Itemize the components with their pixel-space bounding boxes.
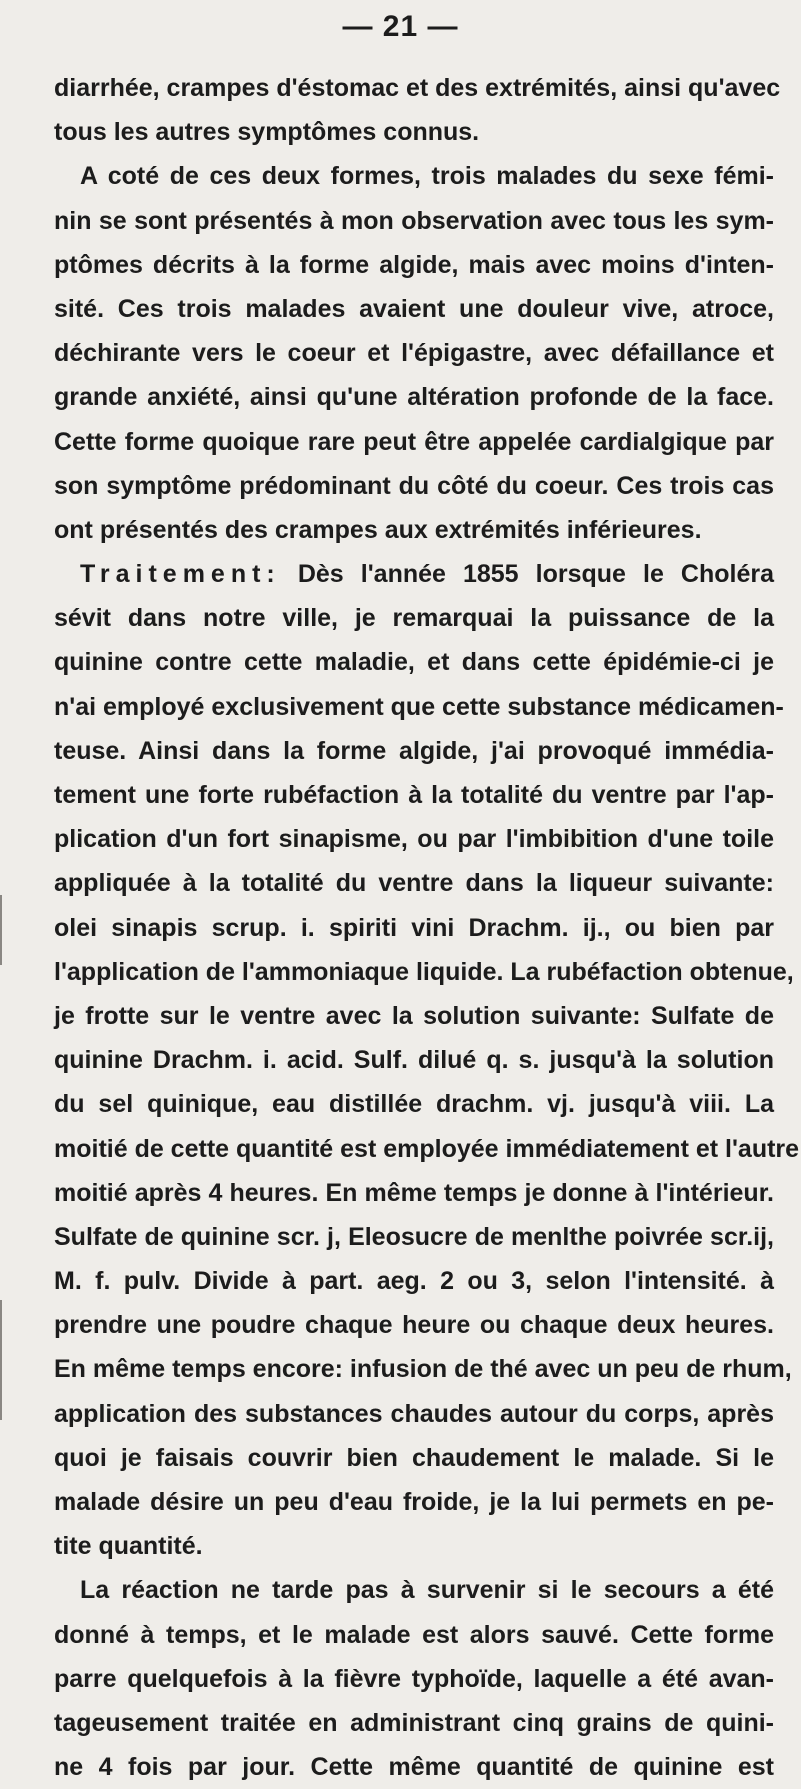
text-line: Sulfate de quinine scr. j, Eleosucre de menlthe poivrée scr.ij, (54, 1222, 774, 1251)
text-line: La réaction ne tarde pas à survenir si le secours a été (80, 1576, 774, 1605)
text-line: tite quantité. (54, 1532, 203, 1561)
text-line: quinine contre cette maladie, et dans cette épidémie-ci je (54, 648, 774, 677)
text-line: donné à temps, et le malade est alors sauvé. Cette forme (54, 1620, 774, 1649)
text-line: malade désire un peu d'eau froide, je la lui permets en pe- (54, 1488, 774, 1516)
body-text (54, 66, 800, 1789)
text-line: l'application de l'ammoniaque liquide. La rubéfaction obtenue, (54, 957, 794, 986)
text-line: son symptôme prédominant du côté du coeur. Ces trois cas (54, 471, 774, 500)
text-line: appliquée à la totalité du ventre dans la liqueur suivante: (54, 869, 774, 898)
text-line: sité. Ces trois malades avaient une douleur vive, atroce, (54, 294, 774, 323)
text-line-rest: Dès l'année 1855 lorsque le Choléra (297, 560, 775, 589)
text-line: n'ai employé exclusivement que cette substance médicamen- (54, 692, 784, 721)
text-line: ne 4 fois par jour. Cette même quantité de quinine est (54, 1753, 774, 1782)
text-line: diarrhée, crampes d'éstomac et des extrémités, ainsi qu'avec (54, 74, 781, 102)
text-line: nin se sont présentés à mon observation avec tous les sym- (54, 206, 774, 235)
page-number: — 21 — (342, 10, 459, 43)
text-line: moitié après 4 heures. En même temps je donne à l'intérieur. (54, 1178, 774, 1207)
page-edge-shadow (0, 895, 2, 965)
section-heading: Traitement: (80, 560, 281, 589)
text-line: je frotte sur le ventre avec la solution suivante: Sulfate de (54, 1001, 774, 1030)
text-line: ont présentés des crampes aux extrémités inférieures. (54, 515, 702, 544)
text-line: parre quelquefois à la fièvre typhoïde, laquelle a été avan- (54, 1664, 774, 1693)
text-line: plication d'un fort sinapisme, ou par l'imbibition d'une toile (54, 825, 774, 854)
text-line (54, 552, 774, 596)
text-line: du sel quinique, eau distillée drachm. vj. jusqu'à viii. La (54, 1090, 774, 1119)
text-line: déchirante vers le coeur et l'épigastre, avec défaillance et (54, 339, 774, 368)
text-line: moitié de cette quantité est employée immédiatement et l'autre (54, 1134, 800, 1163)
page-edge-shadow (0, 1300, 2, 1420)
text-line: ptômes décrits à la forme algide, mais avec moins d'inten- (54, 250, 774, 279)
text-line: prendre une poudre chaque heure ou chaque deux heures. (54, 1311, 774, 1340)
text-line: Cette forme quoique rare peut être appelée cardialgique par (54, 427, 774, 456)
text-line: En même temps encore: infusion de thé avec un peu de rhum, (54, 1355, 792, 1384)
text-line: olei sinapis scrup. i. spiriti vini Drachm. ij., ou bien par (54, 913, 774, 942)
text-line: tageusement traitée en administrant cinq grains de quini- (54, 1708, 774, 1737)
text-line: sévit dans notre ville, je remarquai la puissance de la (54, 604, 774, 633)
text-line: tement une forte rubéfaction à la totalité du ventre par l'ap- (54, 781, 774, 809)
text-line: tous les autres symptômes connus. (54, 118, 480, 147)
text-line: grande anxiété, ainsi qu'une altération profonde de la face. (54, 383, 774, 412)
text-line: A coté de ces deux formes, trois malades du sexe fémi- (80, 162, 774, 191)
text-line: teuse. Ainsi dans la forme algide, j'ai provoqué immédia- (54, 736, 774, 765)
text-line: M. f. pulv. Divide à part. aeg. 2 ou 3, selon l'intensité. à (54, 1267, 774, 1296)
text-line: application des substances chaudes autour du corps, après (54, 1399, 774, 1428)
text-line: quinine Drachm. i. acid. Sulf. dilué q. s. jusqu'à la solution (54, 1046, 774, 1075)
text-line: quoi je faisais couvrir bien chaudement le malade. Si le (54, 1443, 774, 1472)
